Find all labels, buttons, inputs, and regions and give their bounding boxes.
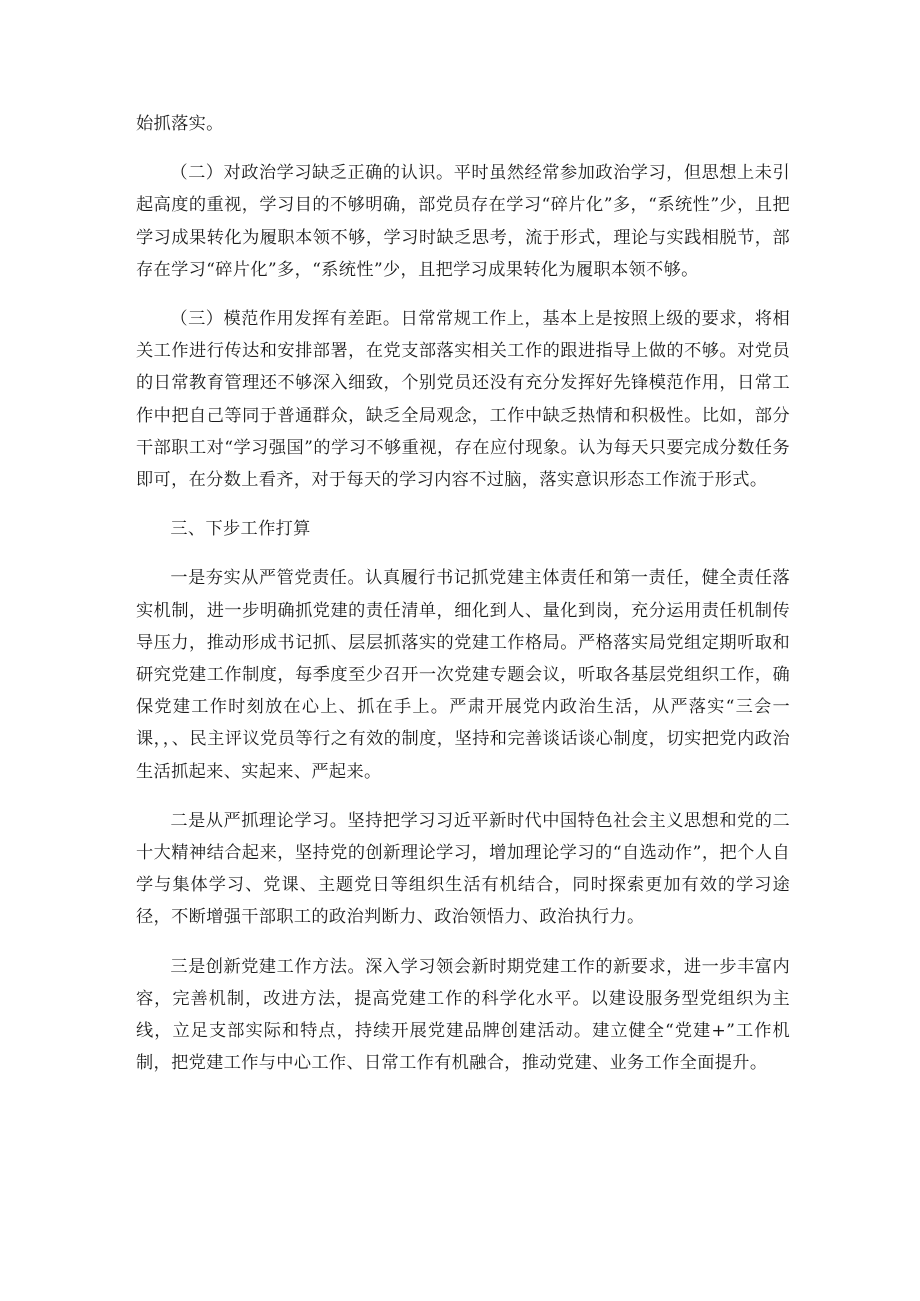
section-three-heading: 三、下步工作打算 [170,519,311,540]
continuation-paragraph: 始抓落实。 [136,114,224,134]
item-two-paragraph: （二）对政治学习缺乏正确的认识。平时虽然经常参加政治学习，但思想上未引起高度的重视，学习目的不够明确，部党员存在学习“碎片化”多，“系统性”少，且把学习成果转化为履职本领不够，学习时缺乏思考，流于形式，理论与实践相脱节，部存在学习“碎片化”多，“系统性”少，且把学习成果转化为履职本领不够。 [136,163,790,280]
document-page [136,108,790,1096]
plan-one-paragraph: 一是夯实从严管党责任。认真履行书记抓党建主体责任和第一责任，健全责任落实机制，进一步明确抓党建的责任清单，细化到人、量化到岗，充分运用责任机制传导压力，推动形成书记抓、层层抓落实的党建工作格局。严格落实局党组定期听取和研究党建工作制度，每季度至少召开一次党建专题会议，听取各基层党组织工作，确保党建工作时刻放在心上、抓在手上。严肃开展党内政治生活，从严落实“三会一课，，、民主评议党员等行之有效的制度，坚持和完善谈话谈心制度，切实把党内政治生活抓起来、实起来、严起来。 [136,568,790,782]
item-three-paragraph: （三）模范作用发挥有差距。日常常规工作上，基本上是按照上级的要求，将相关工作进行传达和安排部署，在党支部落实相关工作的跟进指导上做的不够。对党员的日常教育管理还不够深入细致，个别党员还没有充分发挥好先锋模范作用，日常工作中把自己等同于普通群众，缺乏全局观念，工作中缺乏热情和积极性。比如，部分干部职工对“学习强国”的学习不够重视，存在应付现象。认为每天只要完成分数任务即可，在分数上看齐，对于每天的学习内容不过脑，落实意识形态工作流于形式。 [136,309,790,491]
plan-three-paragraph: 三是创新党建工作方法。深入学习领会新时期党建工作的新要求，进一步丰富内容，完善机制，改进方法，提高党建工作的科学化水平。以建设服务型党组织为主线，立足支部实际和特点，持续开展党建品牌创建活动。建立健全“党建+”工作机制，把党建工作与中心工作、日常工作有机融合，推动党建、业务工作全面提升。 [136,956,790,1074]
plan-two-paragraph: 二是从严抓理论学习。坚持把学习习近平新时代中国特色社会主义思想和党的二十大精神结合起来，坚持党的创新理论学习，增加理论学习的“自选动作”，把个人自学与集体学习、党课、主题党日等组织生活有机结合，同时探索更加有效的学习途径，不断增强干部职工的政治判断力、政治领悟力、政治执行力。 [136,810,790,928]
